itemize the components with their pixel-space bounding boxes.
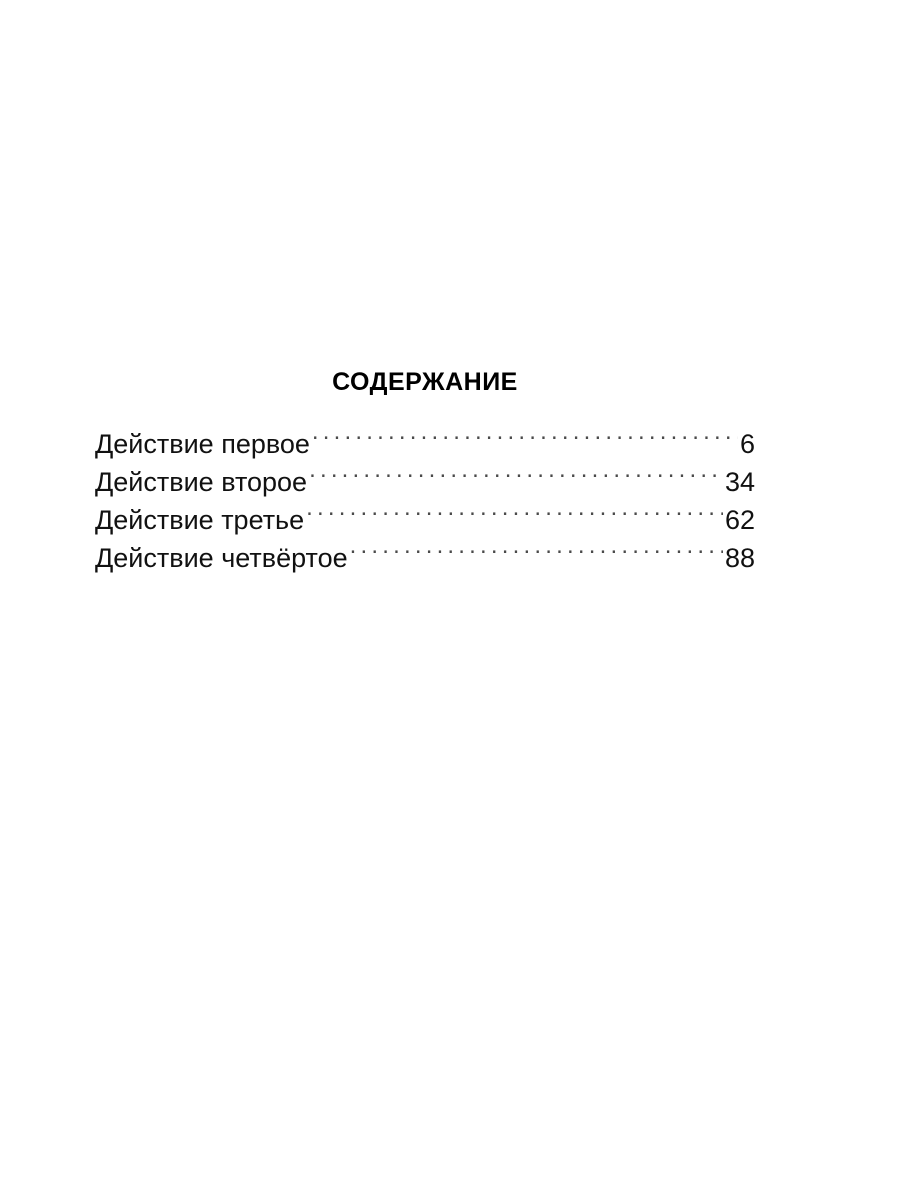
toc-entry-label: Действие второе bbox=[95, 467, 308, 497]
toc-entry-label: Действие первое bbox=[95, 429, 310, 459]
toc-entry-page: 6 bbox=[739, 429, 755, 459]
table-of-contents bbox=[95, 368, 755, 577]
list-item[interactable] bbox=[95, 501, 755, 539]
toc-leader-dots bbox=[309, 464, 723, 491]
toc-leader-dots bbox=[306, 502, 723, 529]
list-item[interactable] bbox=[95, 539, 755, 577]
toc-list bbox=[95, 425, 755, 577]
toc-entry-label: Действие четвёртое bbox=[95, 543, 348, 573]
toc-leader-dots bbox=[350, 540, 723, 567]
list-item[interactable] bbox=[95, 463, 755, 501]
toc-entry-label: Действие третье bbox=[95, 505, 305, 535]
page-title: СОДЕРЖАНИЕ bbox=[332, 368, 518, 396]
toc-entry-page: 34 bbox=[724, 467, 755, 497]
toc-entry-page: 62 bbox=[724, 505, 755, 535]
toc-entry-page: 88 bbox=[724, 543, 755, 573]
list-item[interactable] bbox=[95, 425, 755, 463]
toc-leader-dots bbox=[312, 426, 738, 453]
